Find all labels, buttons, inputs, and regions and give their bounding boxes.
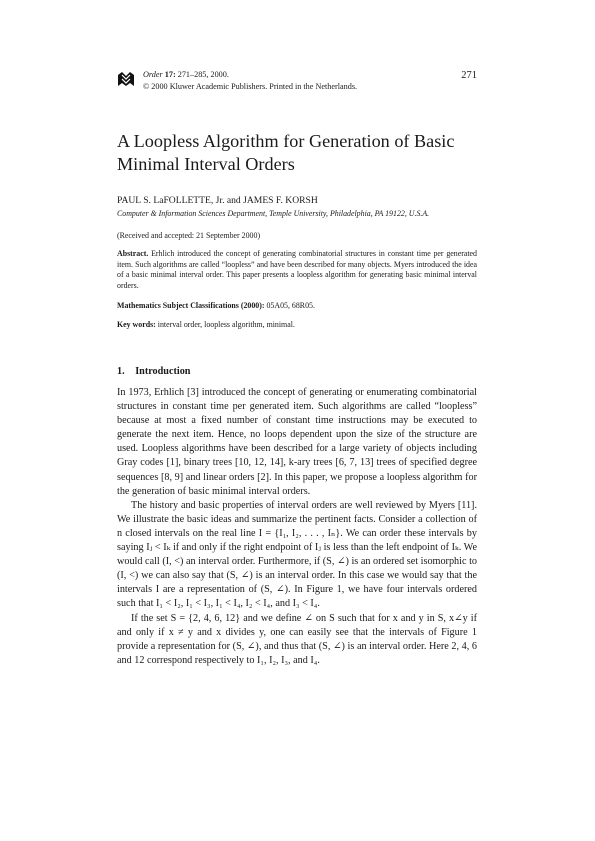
abstract	[117, 249, 477, 291]
journal-line-1	[143, 69, 357, 81]
msc-line	[117, 301, 315, 310]
journal-citation	[143, 69, 357, 92]
paragraph: The history and basic properties of interval orders are well reviewed by Myers [11]. We illustrate the basic ideas and summarize the pertinent facts. Consider a collection of n closed intervals on the real line I = {I₁, I₂, . . . , Iₙ}. We can order these intervals by saying Iⱼ < Iₖ if and only if the right endpoint of Iⱼ is less than the left endpoint of Iₖ. We would call (I, <) an interval order. Furthermore, if (S, ∠) is an ordered set isomorphic to (I, <) we can also say that (S, ∠) is an interval order. In this case we would say that the intervals I are a representation of (S, ∠). In Figure 1, we have four intervals ordered such that I₁ < I₂, I₁ < I₃, I₁ < I₄, I₂ < I₄, and I₃ < I₄.	[117, 499, 477, 610]
page-number: 271	[461, 70, 477, 81]
paragraph: In 1973, Erhlich [3] introduced the concept of generating or enumerating combinatorial structures in constant time per generated item. Such algorithms are called “loopless” because at most a fixed number of constant time instructions may be executed to generate the next item. Hence, no loops dependent upon the size of the structure are used. Loopless algorithms have been described for a large variety of objects including Gray codes [1], binary trees [10, 12, 14], k-ary trees [6, 7, 13] trees of specified degree sequences [8, 9] and linear orders [2]. In this paper, we propose a loopless algorithm for the generation of basic minimal interval orders.	[117, 387, 477, 497]
keywords-label: Key words:	[117, 320, 156, 329]
copyright-line: © 2000 Kluwer Academic Publishers. Printed in the Netherlands.	[143, 81, 358, 91]
msc-text: 05A05, 68R05.	[266, 301, 315, 310]
section-title: Introduction	[135, 366, 191, 377]
keywords-text: interval order, loopless algorithm, minimal.	[157, 320, 295, 329]
paper-title: A Loopless Algorithm for Generation of Basic Minimal Interval Orders	[117, 131, 455, 174]
abstract-text: Erhlich introduced the concept of generating combinatorial structures in constant time per generated item. Such algorithms are called “loopless” and have been described for many objects. Myers introduced the idea of a basic minimal interval order. This paper presents a loopless algorithm for generating basic minimal interval orders.	[117, 249, 477, 290]
abstract-label: Abstract.	[117, 249, 149, 258]
publisher-logo-icon	[117, 70, 135, 88]
paragraph: If the set S = {2, 4, 6, 12} and we define ∠ on S such that for x and y in S, x∠y if and only if x ≠ y and x divides y, one can easily see that the intervals of Figure 1 provide a representation for (S, ∠), and thus that (S, ∠) is an interval order. Here 2, 4, 6 and 12 correspond respectively to I₁, I₂, I₃, and I₄.	[117, 612, 477, 666]
received-date: (Received and accepted: 21 September 2000)	[117, 231, 261, 240]
journal-volume: 17:	[164, 70, 176, 79]
section-heading	[117, 366, 190, 377]
msc-label: Mathematics Subject Classifications (2000):	[117, 301, 265, 310]
affiliation: Computer & Information Sciences Department, Temple University, Philadelphia, PA 19122, U.S.A.	[117, 209, 430, 218]
journal-pages: 271–285, 2000.	[177, 70, 229, 79]
journal-name: Order	[143, 70, 163, 79]
body-text	[117, 386, 477, 668]
keywords-line	[117, 320, 295, 329]
section-number: 1.	[117, 366, 125, 377]
authors: PAUL S. LaFOLLETTE, Jr. and JAMES F. KORSH	[117, 195, 318, 206]
